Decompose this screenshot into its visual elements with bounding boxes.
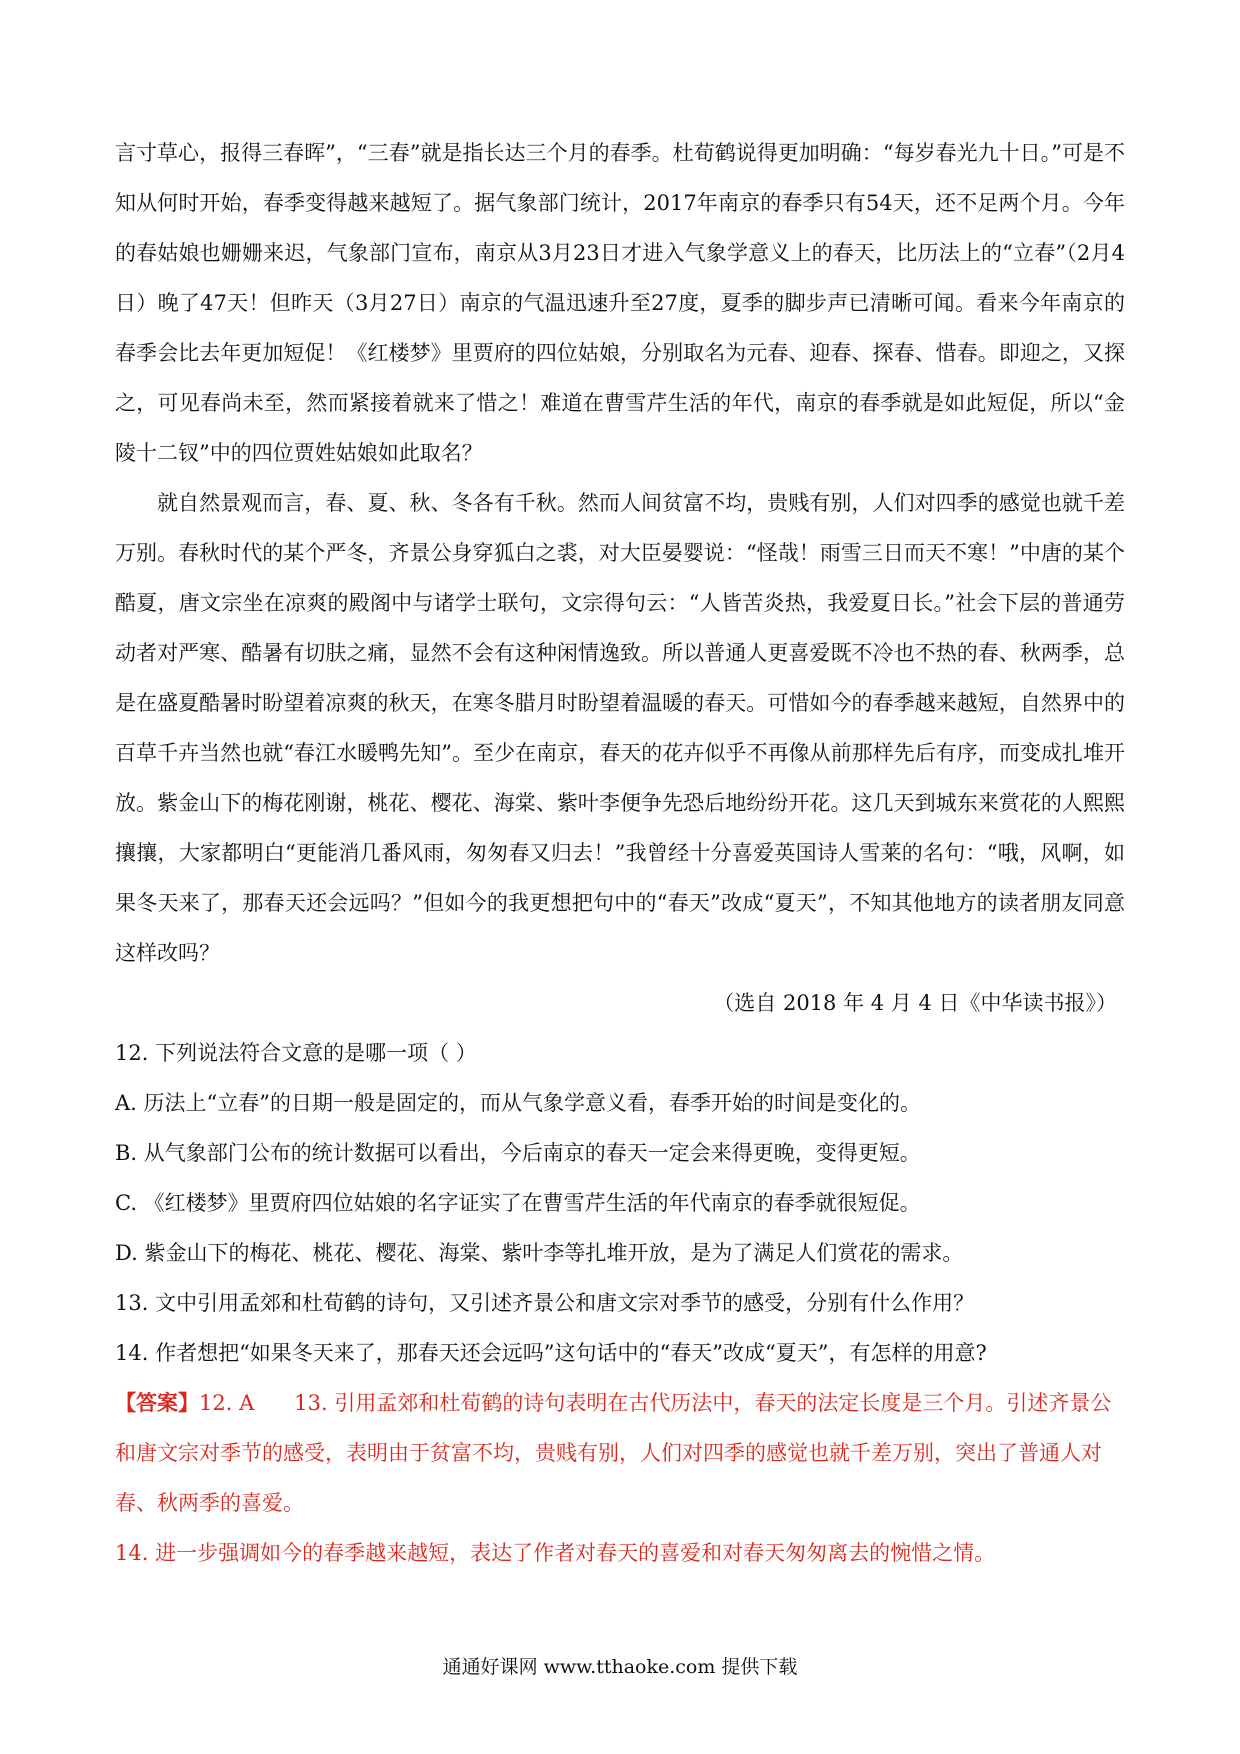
question-13: 13. 文中引用孟郊和杜荀鹤的诗句，又引述齐景公和唐文宗对季节的感受，分别有什么作用？: [115, 1291, 975, 1315]
footer-text: 通通好课网 www.tthaoke.com 提供下载: [442, 1656, 798, 1678]
document-body: [115, 128, 1125, 1578]
answer-block: [115, 1378, 1125, 1528]
question-12: 12. 下列说法符合文意的是哪一项（ ）: [115, 1041, 477, 1065]
option-d: D. 紫金山下的梅花、桃花、樱花、海棠、紫叶李等扎堆开放，是为了满足人们赏花的需求。: [115, 1241, 964, 1265]
answer-12: 12. A: [199, 1391, 295, 1415]
answer-tag: 【答案】: [115, 1390, 199, 1415]
option-a: A. 历法上“立春”的日期一般是固定的，而从气象学意义看，春季开始的时间是变化的。: [115, 1091, 921, 1115]
answer-14: 14. 进一步强调如今的春季越来越短，表达了作者对春天的喜爱和对春天匆匆离去的惋惜之情。: [115, 1541, 996, 1565]
option-c: C. 《红楼梦》里贾府四位姑娘的名字证实了在曹雪芹生活的年代南京的春季就很短促。: [115, 1191, 921, 1215]
answer-13: 13. 引用孟郊和杜荀鹤的诗句表明在古代历法中，春天的法定长度是三个月。引述齐景公和唐文宗对季节的感受，表明由于贫富不均，贵贱有别，人们对四季的感觉也就千差万别，突出了普通人对春、秋两季的喜爱。: [115, 1391, 1112, 1515]
passage-source: （选自 2018 年 4 月 4 日《中华读书报》）: [713, 991, 1117, 1015]
question-14: 14. 作者想把“如果冬天来了，那春天还会远吗”这句话中的“春天”改成“夏天”，有怎样的用意?: [115, 1341, 987, 1365]
option-b: B. 从气象部门公布的统计数据可以看出，今后南京的春天一定会来得更晚，变得更短。: [115, 1141, 921, 1165]
passage-paragraph-2: 就自然景观而言，春、夏、秋、冬各有千秋。然而人间贫富不均，贵贱有别，人们对四季的感觉也就千差万别。春秋时代的某个严冬，齐景公身穿狐白之裘，对大臣晏婴说：“怪哉！雨雪三日而天不寒！”中唐的某个酷夏，唐文宗坐在凉爽的殿阁中与诸学士联句，文宗得句云：“人皆苦炎热，我爱夏日长。”社会下层的普通劳动者对严寒、酷暑有切肤之痛，显然不会有这种闲情逸致。所以普通人更喜爱既不冷也不热的春、秋两季，总是在盛夏酷暑时盼望着凉爽的秋天，在寒冬腊月时盼望着温暖的春天。可惜如今的春季越来越短，自然界中的百草千卉当然也就“春江水暖鸭先知”。至少在南京，春天的花卉似乎不再像从前那样先后有序，而变成扎堆开放。紫金山下的梅花刚谢，桃花、樱花、海棠、紫叶李便争先恐后地纷纷开花。这几天到城东来赏花的人熙熙攘攘，大家都明白“更能消几番风雨，匆匆春又归去！”我曾经十分喜爱英国诗人雪莱的名句：“哦，风啊，如果冬天来了，那春天还会远吗？”但如今的我更想把句中的“春天”改成“夏天”，不知其他地方的读者朋友同意这样改吗？: [115, 491, 1125, 965]
passage-paragraph-1: 言寸草心，报得三春晖”，“三春”就是指长达三个月的春季。杜荀鹤说得更加明确：“每岁春光九十日。”可是不知从何时开始，春季变得越来越短了。据气象部门统计，2017年南京的春季只有54天，还不足两个月。今年的春姑娘也姗姗来迟，气象部门宣布，南京从3月23日才进入气象学意义上的春天，比历法上的“立春”（2月4日）晚了47天！但昨天（3月27日）南京的气温迅速升至27度，夏季的脚步声已清晰可闻。看来今年南京的春季会比去年更加短促！《红楼梦》里贾府的四位姑娘，分别取名为元春、迎春、探春、惜春。即迎之，又探之，可见春尚未至，然而紧接着就来了惜之！难道在曹雪芹生活的年代，南京的春季就是如此短促，所以“金陵十二钗”中的四位贾姓姑娘如此取名？: [115, 141, 1125, 465]
